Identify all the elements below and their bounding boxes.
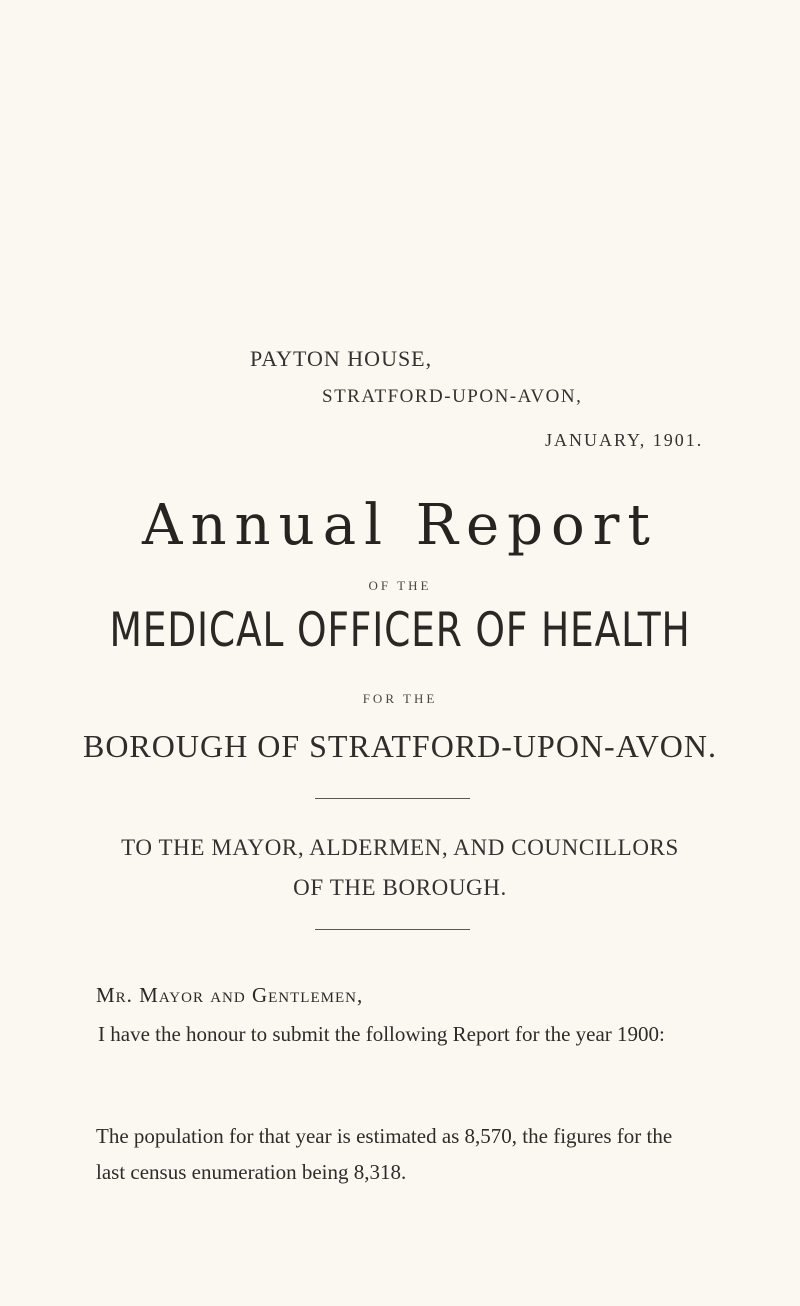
salutation: Mr. Mayor and Gentlemen, [96, 983, 364, 1007]
address-house: PAYTON HOUSE, [250, 346, 433, 371]
addressee-line: TO THE MAYOR, ALDERMEN, AND COUNCILLORS [121, 835, 679, 860]
divider-rule [315, 929, 470, 930]
body-paragraph: I have the honour to submit the following Report for the year 1900: [98, 1022, 665, 1046]
borough-title: BOROUGH OF STRATFORD-UPON-AVON. [82, 728, 718, 764]
report-title: Annual Report [142, 493, 658, 558]
divider-rule [315, 798, 470, 799]
address-town: STRATFORD-UPON-AVON, [322, 386, 583, 407]
of-the-caption: OF THE [368, 578, 432, 593]
body-paragraph: The population for that year is estimated as 8,570, the figures for the last census enumeration being 8,318. [96, 1124, 673, 1184]
officer-title: MEDICAL OFFICER OF HEALTH [109, 603, 691, 658]
address-date: JANUARY, 1901. [545, 430, 704, 450]
addressee-line: OF THE BOROUGH. [293, 875, 507, 900]
for-the-caption: FOR THE [362, 691, 438, 706]
